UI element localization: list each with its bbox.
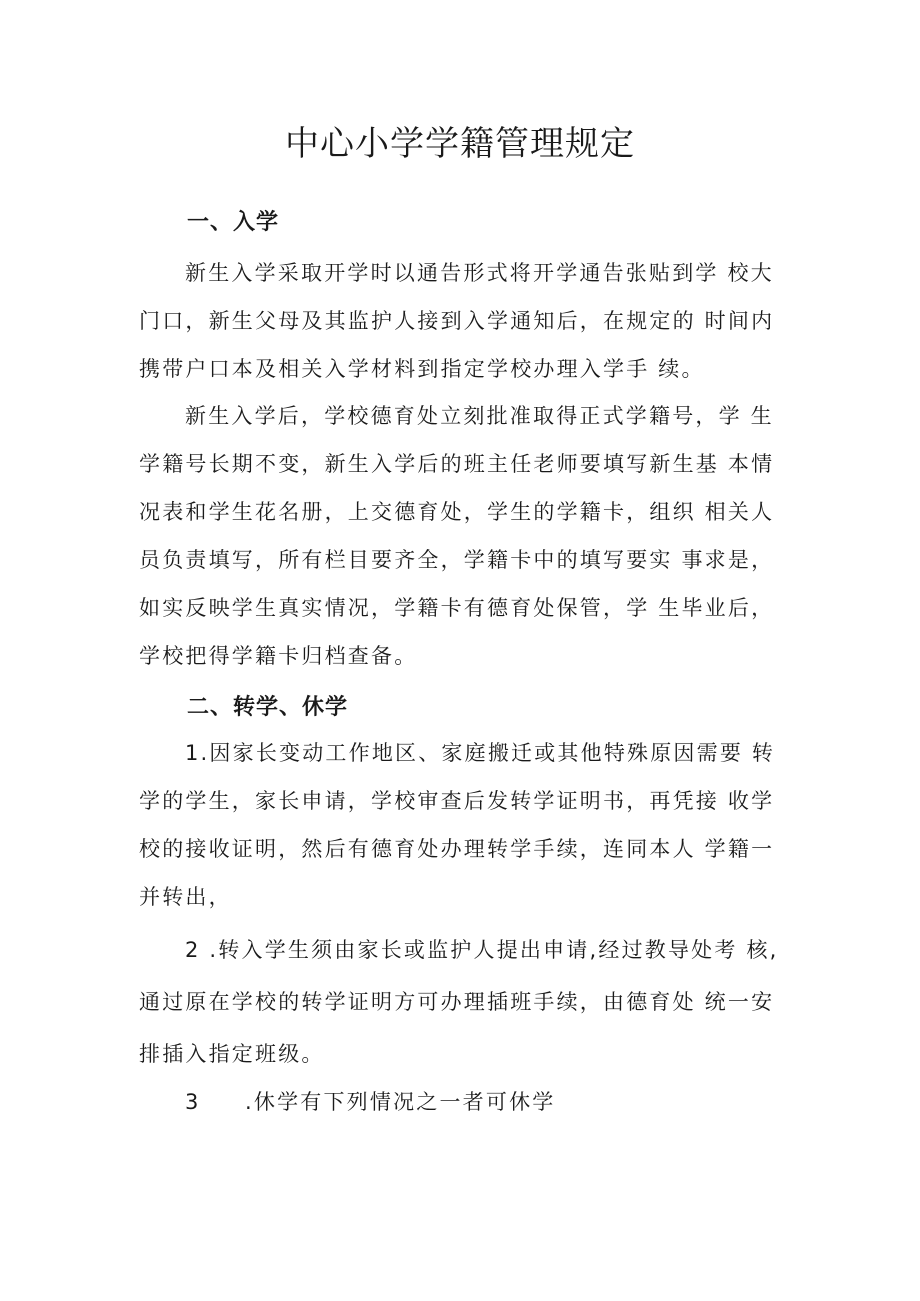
paragraph-line: 并转出， — [139, 885, 232, 909]
paragraph-line: 新生入学采取开学时以通告形式将开学通告张贴到学 校大 — [185, 261, 774, 285]
paragraph-line: 如实反映学生真实情况，学籍卡有德育处保管，学 生毕业后， — [139, 596, 775, 620]
paragraph-line: 校的接收证明，然后有德育处办理转学手续，连同本人 学籍一 — [139, 837, 775, 861]
paragraph-line: 学校把得学籍卡归档查备。 — [139, 644, 418, 668]
paragraph-line: 况表和学生花名册，上交德育处，学生的学籍卡，组织 相关人 — [139, 500, 775, 524]
paragraph-line: 门口，新生父母及其监护人接到入学通知后，在规定的 时间内 — [139, 309, 775, 333]
paragraph-transfer-out — [139, 729, 789, 921]
paragraph-transfer-in — [139, 924, 789, 1080]
paragraph-student-record-card — [139, 392, 789, 680]
paragraph-line: 新生入学后，学校德育处立刻批准取得正式学籍号，学 生 — [185, 404, 774, 428]
paragraph-line: 员负责填写，所有栏目要齐全，学籍卡中的填写要实 事求是， — [139, 548, 775, 572]
paragraph-line: 通过原在学校的转学证明方可办理插班手续，由德育处 统一安 — [139, 990, 775, 1014]
list-item-text: .休学有下列情况之一者可休学 — [245, 1090, 556, 1114]
section-heading-transfer-suspension: 二、转学、休学 — [187, 695, 349, 720]
paragraph-line: 学的学生，家长申请，学校审查后发转学证明书，再凭接 收学 — [139, 789, 775, 813]
paragraph-enrollment-notice — [139, 249, 789, 393]
paragraph-line: 学籍号长期不变，新生入学后的班主任老师要填写新生基 本情 — [139, 452, 775, 476]
list-item-number: 3 — [185, 1090, 201, 1114]
paragraph-line: 1.因家长变动工作地区、家庭搬迁或其他特殊原因需要 转 — [185, 741, 776, 765]
list-item-suspension — [185, 1082, 555, 1122]
paragraph-line: 排插入指定班级。 — [139, 1042, 325, 1066]
page-title: 中心小学学籍管理规定 — [285, 124, 635, 164]
section-heading-enrollment: 一、入学 — [187, 210, 280, 235]
paragraph-line: 2 .转入学生须由家长或监护人提出申请,经过教导处考 核, — [185, 938, 779, 962]
paragraph-line: 携带户口本及相关入学材料到指定学校办理入学手 续。 — [139, 357, 705, 381]
